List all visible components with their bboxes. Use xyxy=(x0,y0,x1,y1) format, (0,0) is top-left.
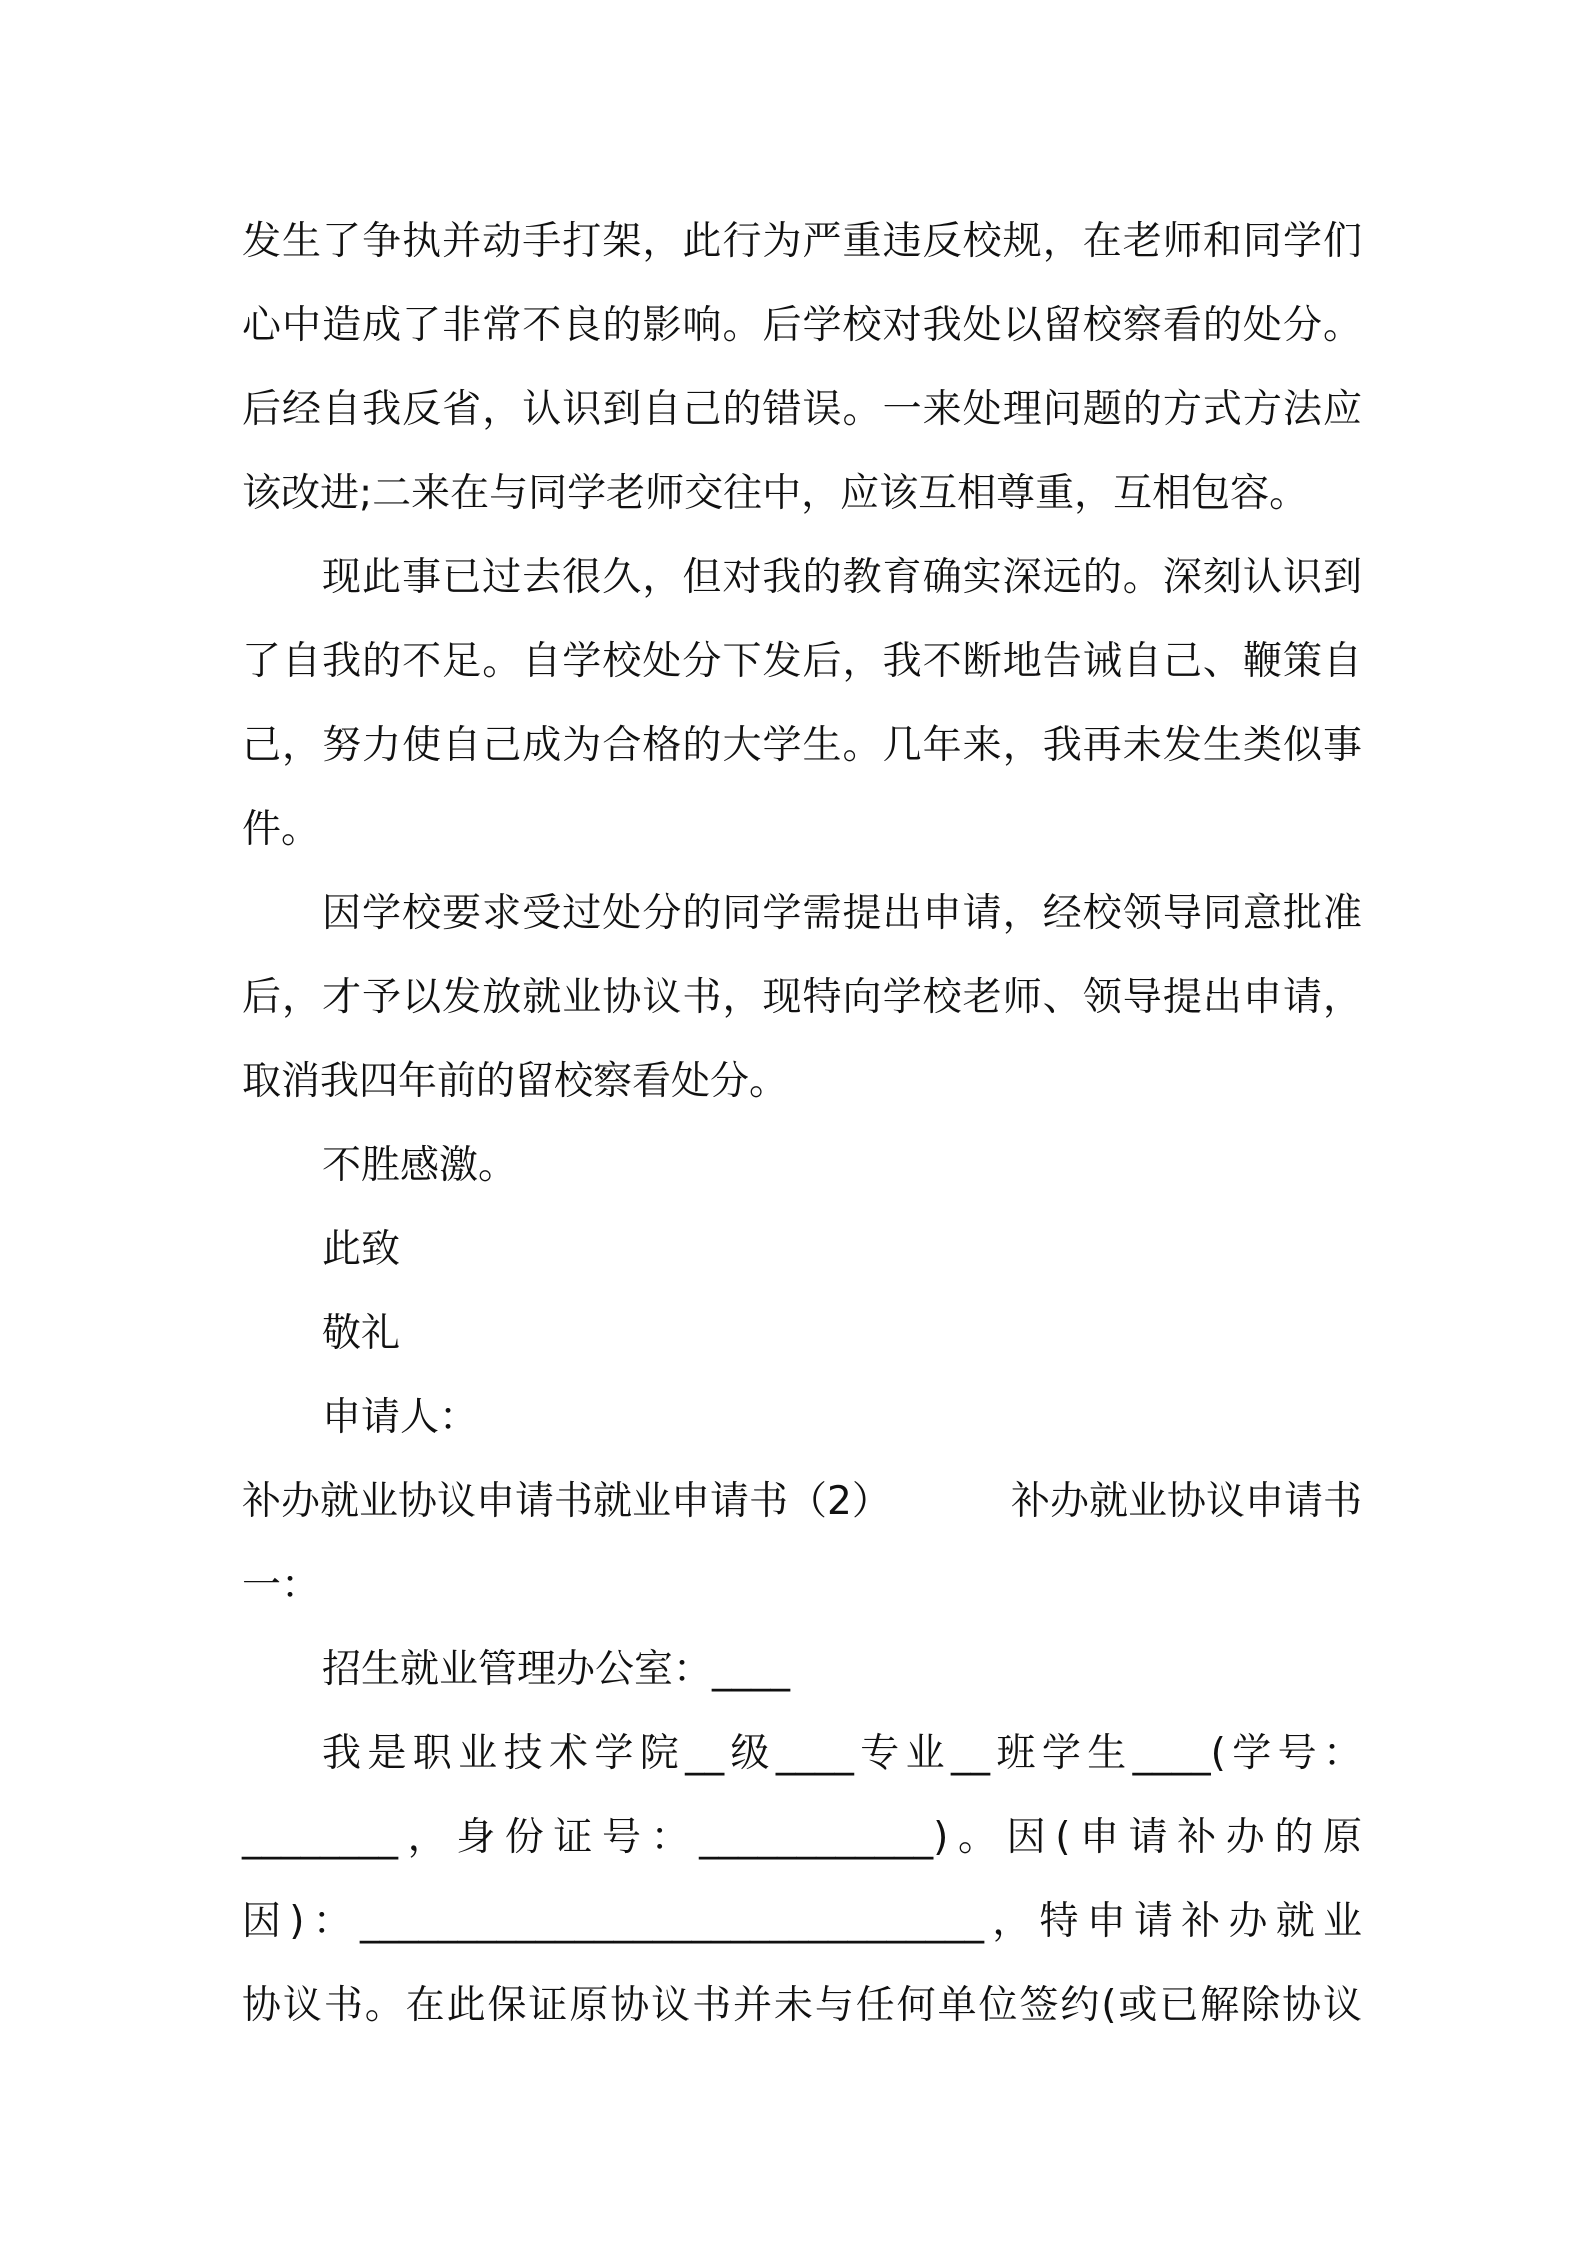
form-line: ________，身份证号：____________)。因(申请补办的原 xyxy=(242,1815,1362,1860)
paragraph-line: 现此事已过去很久，但对我的教育确实深远的。深刻认识到 xyxy=(322,555,1362,600)
document-body xyxy=(242,200,1362,2048)
paragraph-line: 件。 xyxy=(242,807,321,852)
section-heading-row xyxy=(242,1460,1362,1544)
form-line: 协议书。在此保证原协议书并未与任何单位签约(或已解除协议 xyxy=(242,1983,1362,2028)
section-subheading: 补办就业协议申请书 xyxy=(1010,1479,1362,1524)
paragraph-line: 取消我四年前的留校察看处分。 xyxy=(242,1059,789,1104)
closing-thanks: 不胜感激。 xyxy=(322,1143,518,1188)
applicant-label: 申请人： xyxy=(322,1395,479,1440)
paragraph-line: 了自我的不足。自学校处分下发后，我不断地告诫自己、鞭策自 xyxy=(242,639,1362,684)
paragraph-line: 该改进;二来在与同学老师交往中，应该互相尊重，互相包容。 xyxy=(242,471,1309,516)
form-line: 因)：________________________________，特申请补办就业 xyxy=(242,1899,1362,1944)
paragraph-line: 因学校要求受过处分的同学需提出申请，经校领导同意批准 xyxy=(322,891,1362,936)
paragraph-line: 己，努力使自己成为合格的大学生。几年来，我再未发生类似事 xyxy=(242,723,1362,768)
recipient-line: 招生就业管理办公室：____ xyxy=(322,1647,791,1692)
paragraph-line: 后，才予以发放就业协议书，现特向学校老师、领导提出申请， xyxy=(242,975,1362,1020)
paragraph-line: 发生了争执并动手打架，此行为严重违反校规，在老师和同学们 xyxy=(242,219,1362,264)
closing-salutation: 此致 xyxy=(322,1227,401,1272)
section-heading-continued: 一： xyxy=(242,1563,321,1608)
section-heading: 补办就业协议申请书就业申请书（2） xyxy=(242,1479,891,1524)
paragraph-line: 心中造成了非常不良的影响。后学校对我处以留校察看的处分。 xyxy=(242,303,1362,348)
closing-regards: 敬礼 xyxy=(322,1311,401,1356)
form-line: 我是职业技术学院__级____专业__班学生____(学号： xyxy=(322,1731,1362,1776)
paragraph-line: 后经自我反省，认识到自己的错误。一来处理问题的方式方法应 xyxy=(242,387,1362,432)
